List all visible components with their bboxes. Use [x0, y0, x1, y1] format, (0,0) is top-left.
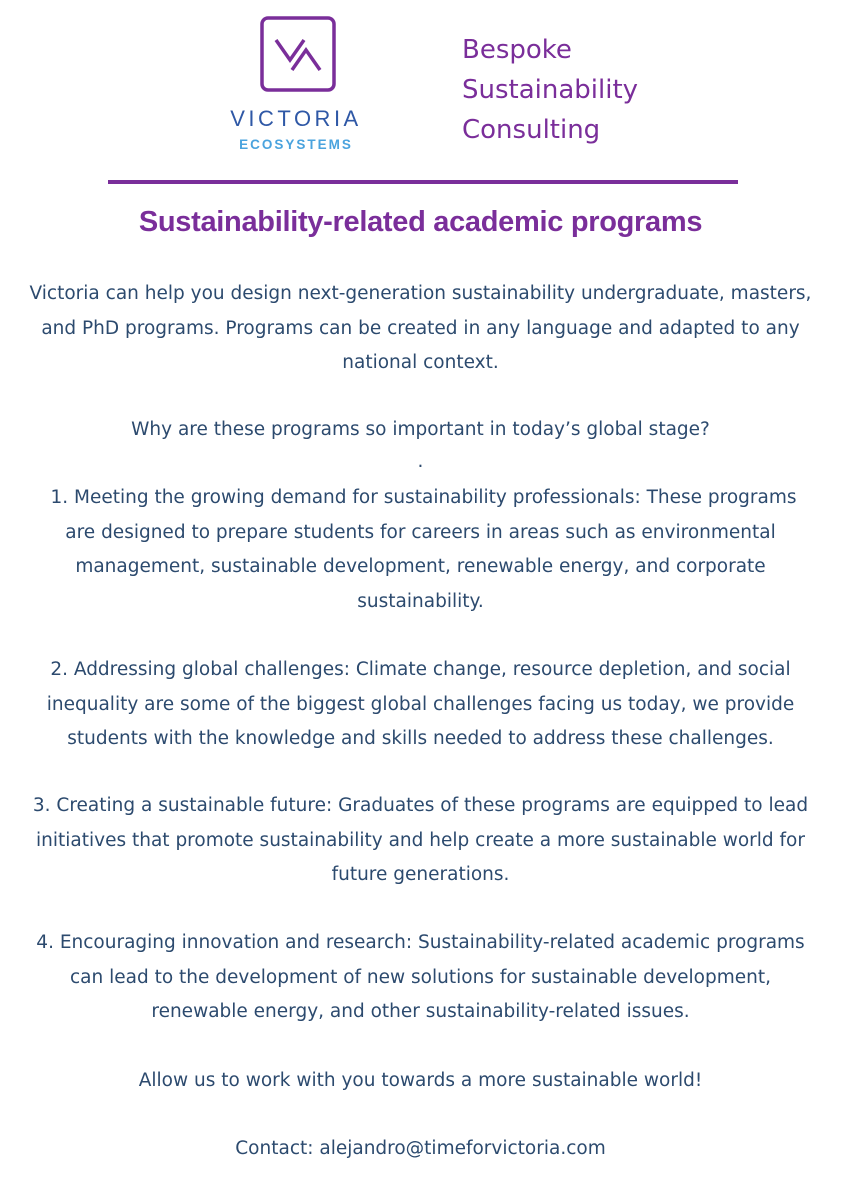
contact-line — [0, 1132, 841, 1167]
text-line: are designed to prepare students for careers in areas such as environmental — [65, 521, 776, 543]
text-line: management, sustainable development, renewable energy, and corporate — [75, 556, 766, 577]
list-item — [0, 926, 841, 1030]
header-divider — [108, 180, 738, 184]
text-line: sustainability. — [357, 590, 484, 612]
text-line: 1. Meeting the growing demand for sustainability professionals: These programs — [50, 487, 797, 508]
list-item — [0, 481, 841, 619]
text-line: inequality are some of the biggest global challenges facing us today, we provide — [46, 693, 795, 715]
list-item — [0, 789, 841, 893]
company-logo — [196, 16, 396, 156]
tagline — [462, 30, 722, 150]
va-monogram-icon — [260, 16, 336, 92]
separator-dot — [0, 448, 841, 476]
text-line: 4. Encouraging innovation and research: Sustainability-related academic programs — [36, 932, 805, 953]
text-line: can lead to the development of new solutions for sustainable development, — [70, 966, 771, 988]
tagline-line: Sustainability — [462, 75, 639, 105]
tagline-line: Consulting — [462, 115, 601, 145]
question-heading — [0, 413, 841, 448]
text-line: national context. — [342, 352, 499, 373]
contact-email: Contact: alejandro@timeforvictoria.com — [235, 1138, 606, 1159]
list-item — [0, 653, 841, 757]
text-line: Why are these programs so important in today’s global stage? — [131, 419, 710, 440]
text-line: Allow us to work with you towards a more sustainable world! — [138, 1070, 703, 1091]
tagline-line: Bespoke — [462, 35, 572, 65]
logo-wordmark: VICTORIA — [230, 106, 362, 131]
closing-statement — [0, 1064, 841, 1099]
text-line: Victoria can help you design next-generation sustainability undergraduate, masters, — [29, 283, 812, 304]
text-line: and PhD programs. Programs can be created in any language and adapted to any — [41, 317, 800, 339]
text-line: . — [417, 451, 424, 472]
text-line: students with the knowledge and skills needed to address these challenges. — [67, 728, 774, 749]
page-title: Sustainability-related academic programs — [138, 206, 703, 238]
text-line: future generations. — [331, 864, 510, 885]
text-line: 2. Addressing global challenges: Climate change, resource depletion, and social — [50, 659, 791, 680]
text-line: 3. Creating a sustainable future: Graduates of these programs are equipped to lead — [32, 795, 809, 816]
intro-paragraph — [0, 277, 841, 381]
logo-subtitle: ECOSYSTEMS — [239, 137, 353, 152]
text-line: initiatives that promote sustainability and help create a more sustainable world for — [36, 829, 805, 851]
text-line: renewable energy, and other sustainability-related issues. — [151, 1001, 690, 1022]
